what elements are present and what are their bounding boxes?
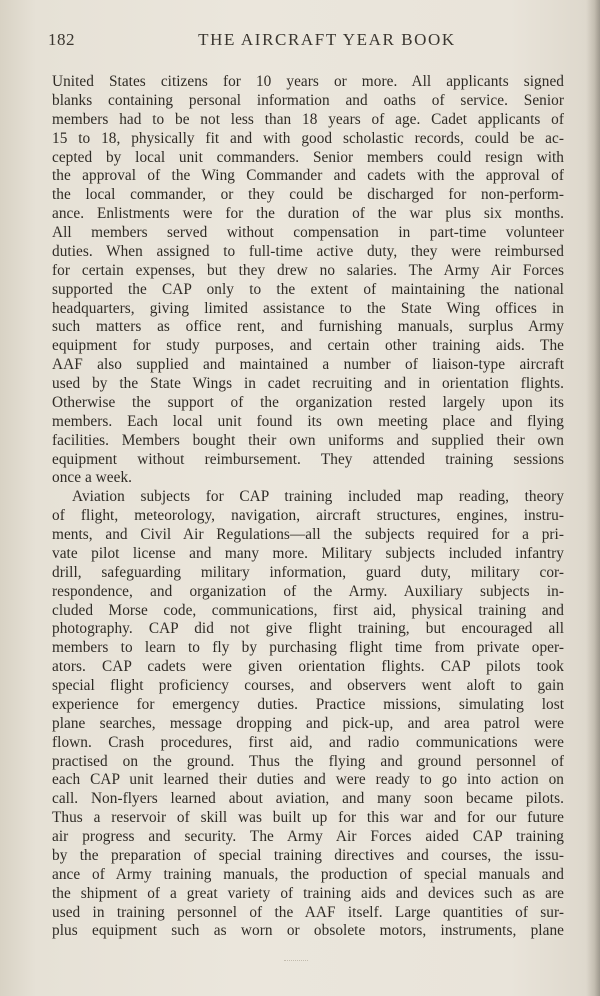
text-line: the approval of the Wing Commander and cadets with the approval of xyxy=(52,167,564,185)
text-line: ance. Enlistments were for the duration of the war plus six months. xyxy=(52,205,564,223)
text-line: supported the CAP only to the extent of maintaining the national xyxy=(52,280,564,298)
text-line: the local commander, or they could be discharged for non-perform- xyxy=(52,186,564,204)
text-line: drill, safeguarding military information, guard duty, military cor- xyxy=(52,563,564,581)
text-line: Aviation subjects for CAP training included map reading, theory xyxy=(72,488,564,506)
text-line: ance of Army training manuals, the production of special manuals and xyxy=(52,865,564,883)
text-line: AAF also supplied and maintained a number of liaison-type aircraft xyxy=(52,356,564,374)
text-line: ators. CAP cadets were given orientation flights. CAP pilots took xyxy=(52,658,564,676)
paragraph xyxy=(52,488,564,941)
text-line: blanks containing personal information and oaths of service. Senior xyxy=(52,91,564,109)
text-line: by the preparation of special training directives and courses, the issu- xyxy=(52,846,564,864)
text-line: practised on the ground. Thus the flying and ground personnel of xyxy=(52,752,564,770)
text-line: call. Non-flyers learned about aviation, and many soon became pilots. xyxy=(52,790,564,808)
text-line: United States citizens for 10 years or more. All applicants signed xyxy=(52,73,564,90)
paragraph xyxy=(52,73,564,488)
text-line: equipment without reimbursement. They attended training sessions xyxy=(52,450,564,468)
text-line: cepted by local unit commanders. Senior members could resign with xyxy=(52,148,564,166)
body-text xyxy=(52,73,564,941)
text-line: vate pilot license and many more. Military subjects included infantry xyxy=(52,544,564,562)
text-line: once a week. xyxy=(52,469,133,487)
running-head: THE AIRCRAFT YEAR BOOK xyxy=(198,30,456,49)
page-header xyxy=(48,30,556,54)
text-line: used in training personnel of the AAF itself. Large quantities of sur- xyxy=(52,903,564,921)
text-line: 15 to 18, physically fit and with good scholastic records, could be ac- xyxy=(52,129,564,147)
text-line: All members served without compensation in part-time volunteer xyxy=(52,224,564,241)
page-number: 182 xyxy=(48,30,75,49)
text-line: Thus a reservoir of skill was built up for this war and for our future xyxy=(52,809,564,827)
text-line: for certain expenses, but they drew no salaries. The Army Air Forces xyxy=(52,261,564,279)
text-line: special flight proficiency courses, and observers went aloft to gain xyxy=(52,677,564,694)
text-line: Otherwise the support of the organization rested largely upon its xyxy=(52,393,564,411)
text-line: facilities. Members bought their own uniforms and supplied their own xyxy=(52,431,564,449)
text-line: air progress and security. The Army Air Forces aided CAP training xyxy=(52,828,564,845)
text-line: members. Each local unit found its own meeting place and flying xyxy=(52,412,564,430)
text-line: plus equipment such as worn or obsolete motors, instruments, plane xyxy=(52,922,564,940)
page-footer-mark xyxy=(284,960,308,965)
text-line: experience for emergency duties. Practice missions, simulating lost xyxy=(52,695,564,713)
text-line: of flight, meteorology, navigation, aircraft structures, engines, instru- xyxy=(52,507,564,525)
text-line: headquarters, giving limited assistance to the State Wing offices in xyxy=(52,299,564,317)
text-line: used by the State Wings in cadet recruiting and in orientation flights. xyxy=(52,375,564,392)
text-line: the shipment of a great variety of training aids and devices such as are xyxy=(52,884,564,902)
text-line: plane searches, message dropping and pick-up, and area patrol were xyxy=(52,714,564,732)
text-line: cluded Morse code, communications, first aid, physical training and xyxy=(52,601,564,619)
text-line: photography. CAP did not give flight training, but encouraged all xyxy=(52,620,564,638)
spine-shadow xyxy=(586,0,600,996)
text-line: such matters as office rent, and furnishing manuals, surplus Army xyxy=(52,318,564,336)
text-line: members to learn to fly by purchasing flight time from private oper- xyxy=(52,639,564,657)
text-line: duties. When assigned to full-time active duty, they were reimbursed xyxy=(52,242,564,260)
text-line: equipment for study purposes, and certain other training aids. The xyxy=(52,337,564,355)
text-line: each CAP unit learned their duties and were ready to go into action on xyxy=(52,771,564,789)
text-line: flown. Crash procedures, first aid, and radio communications were xyxy=(52,733,564,751)
text-line: respondence, and organization of the Army. Auxiliary subjects in- xyxy=(52,582,564,600)
text-line: ments, and Civil Air Regulations—all the subjects required for a pri- xyxy=(52,526,564,543)
text-line: members had to be not less than 18 years of age. Cadet applicants of xyxy=(52,110,564,128)
